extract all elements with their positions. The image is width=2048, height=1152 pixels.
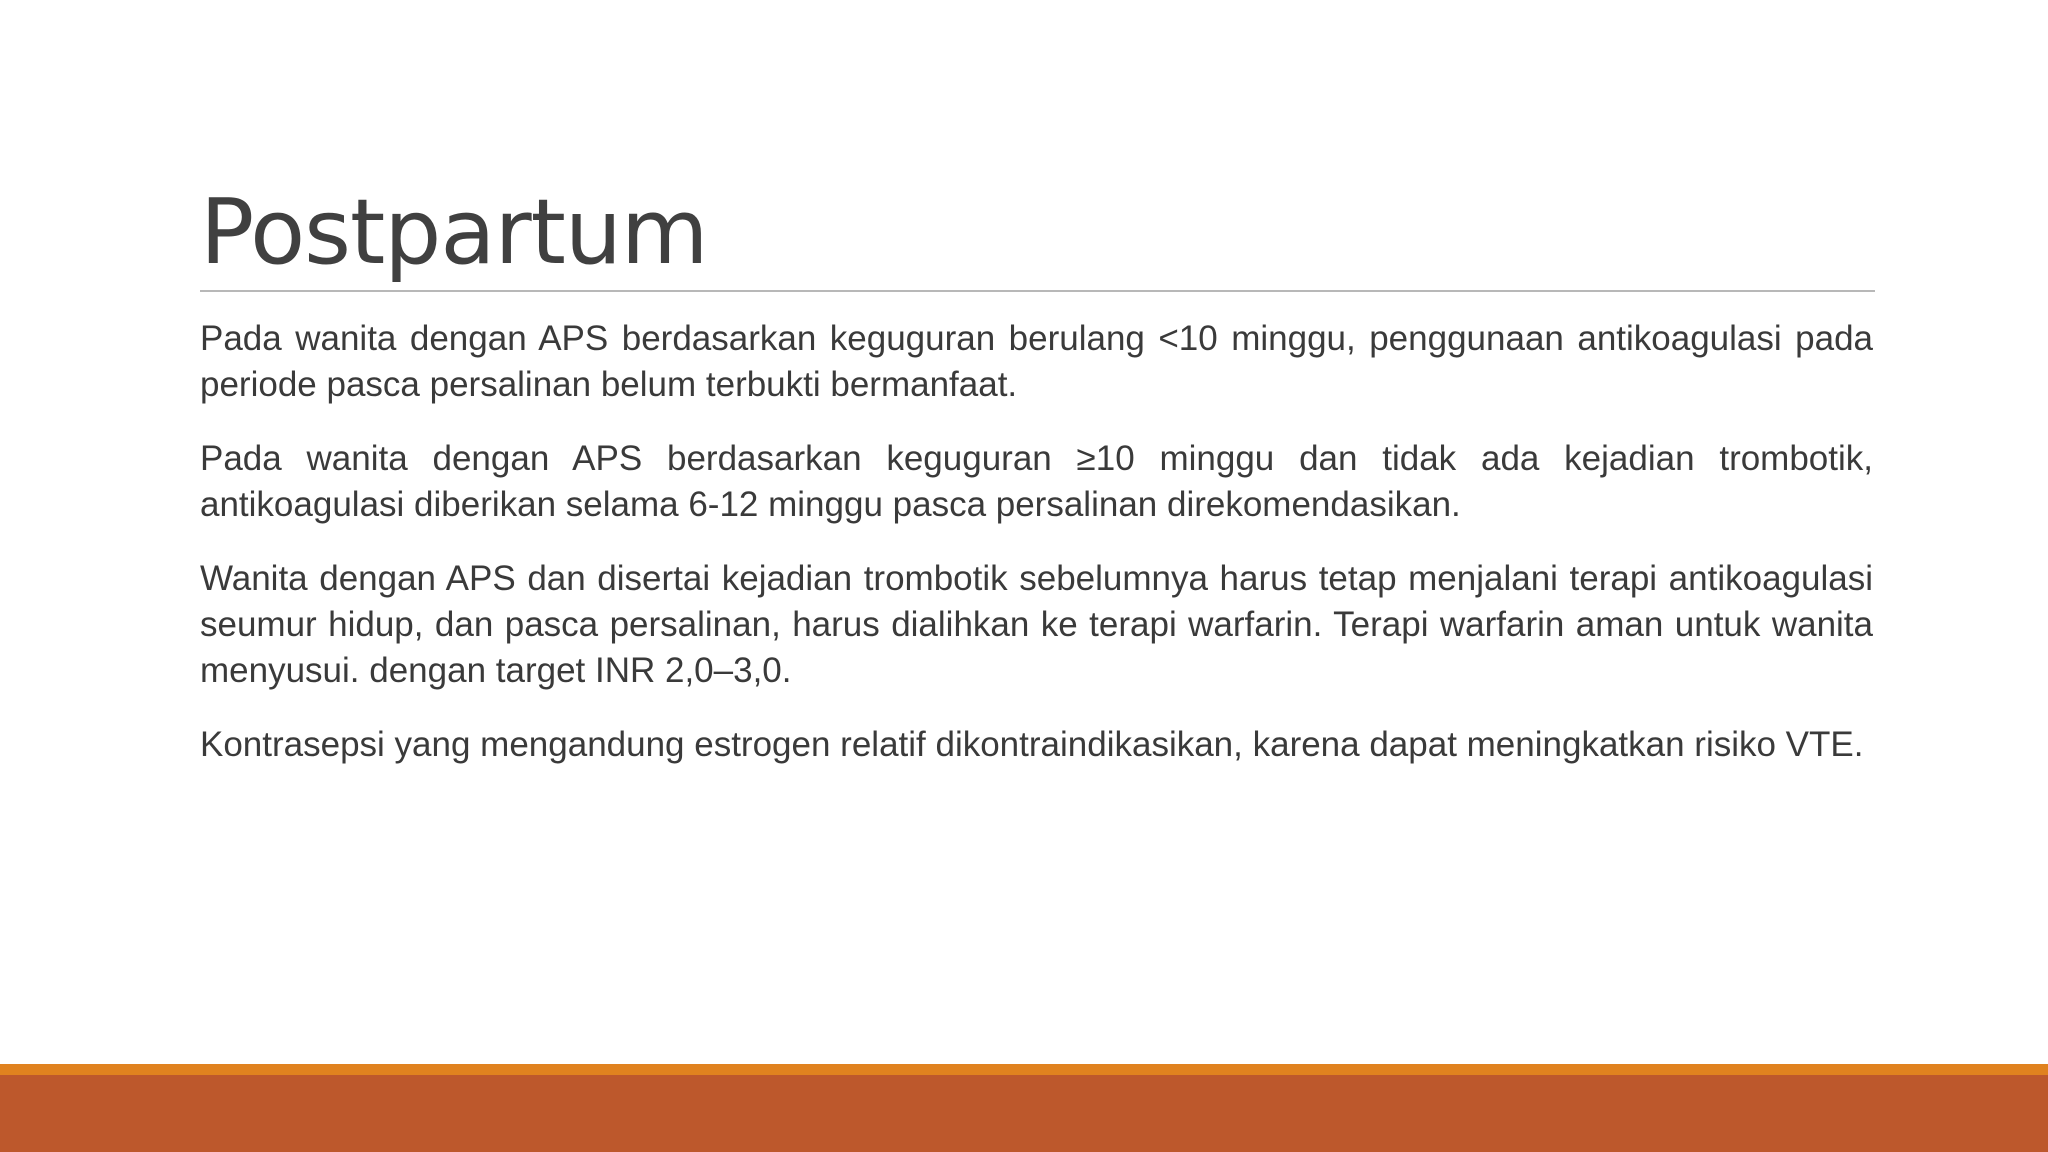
body-paragraph-3: Wanita dengan APS dan disertai kejadian trombotik sebelumnya harus tetap menjalani terapi antikoagulasi seumur hidup, dan pasca persalinan, harus dialihkan ke terapi warfarin. Terapi warfarin aman untuk wanita menyusui. dengan target INR 2,0–3,0. [200, 559, 1873, 690]
body-paragraph-2: Pada wanita dengan APS berdasarkan keguguran ≥10 minggu dan tidak ada kejadian trombotik, antikoagulasi diberikan selama 6-12 minggu pasca persalinan direkomendasikan. [200, 439, 1873, 524]
footer-accent-bar [0, 1075, 2048, 1152]
body-paragraph-1: Pada wanita dengan APS berdasarkan keguguran berulang <10 minggu, penggunaan antikoagulasi pada periode pasca persalinan belum terbukti bermanfaat. [200, 319, 1873, 404]
slide-title: Postpartum [200, 180, 708, 285]
body-paragraph-4: Kontrasepsi yang mengandung estrogen relatif dikontraindikasikan, karena dapat meningkatkan risiko VTE. [200, 725, 1864, 764]
footer-accent-stripe [0, 1064, 2048, 1075]
slide-body [200, 316, 1873, 796]
title-divider [200, 290, 1875, 292]
